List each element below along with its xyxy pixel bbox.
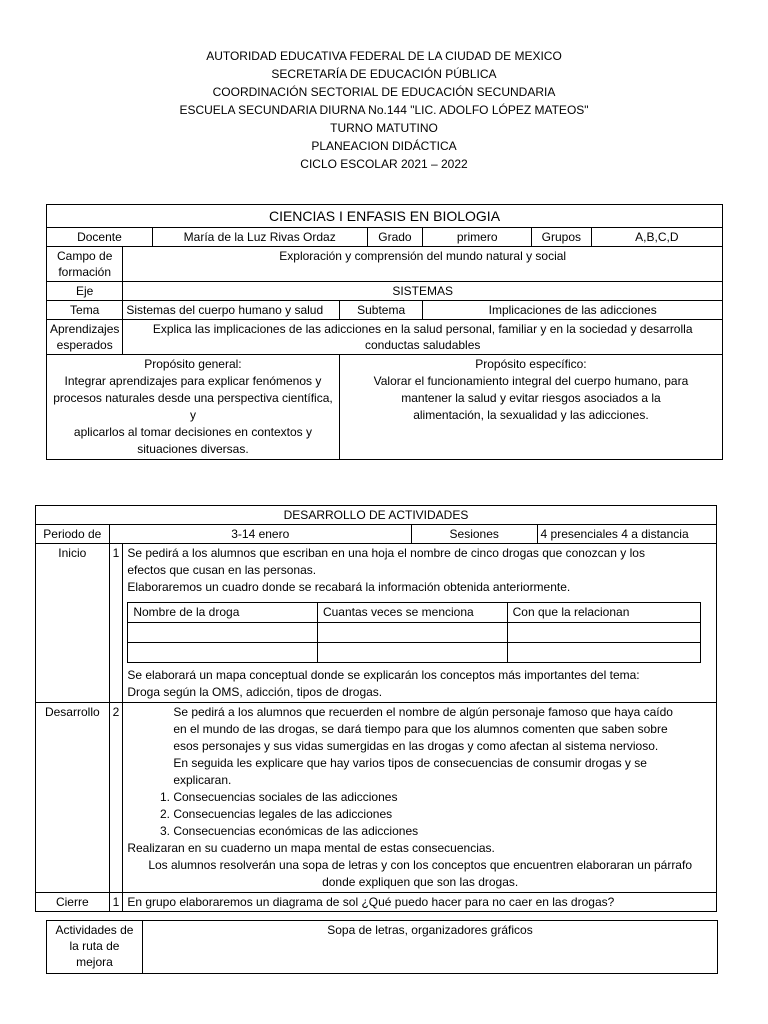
- header-line: CICLO ESCOLAR 2021 – 2022: [300, 157, 468, 171]
- header-line: SECRETARÍA DE EDUCACIÓN PÚBLICA: [271, 67, 497, 81]
- ruta-mejora-label: [47, 921, 143, 974]
- periodo-label: Periodo de: [36, 525, 110, 544]
- subject-info-table: [46, 204, 723, 460]
- activities-table: [35, 505, 717, 912]
- activities-title: DESARROLLO DE ACTIVIDADES: [36, 506, 717, 525]
- consequence-item: 1. Consecuencias sociales de las adicciones: [173, 789, 713, 806]
- consequence-item: 2. Consecuencias legales de las adicciones: [173, 806, 713, 823]
- document-header: [0, 47, 768, 173]
- periodo-value: 3-14 enero: [109, 525, 411, 544]
- empty-cell: [507, 623, 701, 643]
- header-line: PLANEACION DIDÁCTICA: [311, 139, 457, 153]
- proposito-especifico-title: Propósito específico:: [475, 357, 587, 371]
- cierre-sessions: 1: [109, 893, 123, 912]
- consequence-item: 3. Consecuencias económicas de las adicciones: [173, 823, 713, 840]
- inicio-content: [123, 544, 717, 703]
- empty-cell: [128, 623, 318, 643]
- empty-cell: [317, 643, 507, 663]
- proposito-general-line: situaciones diversas.: [137, 442, 249, 456]
- desarrollo-line: Los alumnos resolverán una sopa de letras y con los conceptos que encuentren elaboraran un párrafo: [148, 858, 692, 872]
- proposito-general-line: aplicarlos al tomar decisiones en contextos y: [73, 425, 313, 439]
- header-line: COORDINACIÓN SECTORIAL DE EDUCACIÓN SECUNDARIA: [212, 85, 556, 99]
- cierre-label: Cierre: [36, 893, 110, 912]
- header-line: TURNO MATUTINO: [330, 121, 438, 135]
- ruta-mejora-value: Sopa de letras, organizadores gráficos: [142, 921, 717, 974]
- drug-chart-table: [127, 602, 701, 663]
- docente-value: María de la Luz Rivas Ordaz: [152, 228, 367, 247]
- proposito-general-title: Propósito general:: [144, 357, 242, 371]
- aprendizajes-label-line: Aprendizajes: [50, 322, 120, 336]
- proposito-especifico-line: Valorar el funcionamiento integral del cuerpo humano, para: [373, 374, 689, 388]
- eje-label: Eje: [47, 282, 123, 301]
- tema-label: Tema: [47, 301, 123, 320]
- eje-value: SISTEMAS: [123, 282, 723, 301]
- proposito-especifico-line: mantener la salud y evitar riesgos asociados a la: [401, 391, 661, 405]
- inicio-label: Inicio: [36, 544, 110, 703]
- desarrollo-line: en el mundo de las drogas, se dará tiempo para que los alumnos comenten que saben sobre: [173, 722, 668, 736]
- subject-title: CIENCIAS I ENFASIS EN BIOLOGIA: [47, 205, 723, 228]
- inicio-line: efectos que cusan en las personas.: [127, 563, 317, 577]
- aprendizajes-line: Explica las implicaciones de las adicciones en la salud personal, familiar y en la sociedad y desarrolla: [152, 322, 693, 336]
- campo-value: Exploración y comprensión del mundo natural y social: [123, 247, 723, 282]
- sesiones-label: Sesiones: [411, 525, 537, 544]
- grado-value: primero: [423, 228, 532, 247]
- sesiones-value: 4 presenciales 4 a distancia: [537, 525, 716, 544]
- ruta-mejora-label-line: mejora: [76, 955, 113, 969]
- subtema-label: Subtema: [339, 301, 422, 320]
- aprendizajes-label: [47, 320, 123, 355]
- campo-label: [47, 247, 123, 282]
- header-line: ESCUELA SECUNDARIA DIURNA No.144 "LIC. ADOLFO LÓPEZ MATEOS": [179, 103, 589, 117]
- desarrollo-content: [123, 703, 717, 893]
- desarrollo-sessions: 2: [109, 703, 123, 893]
- desarrollo-line: explicaran.: [173, 773, 232, 787]
- ruta-mejora-label-line: la ruta de: [69, 939, 120, 953]
- proposito-general-line: procesos naturales desde una perspectiva científica, y: [53, 391, 333, 422]
- empty-cell: [507, 643, 701, 663]
- ruta-mejora-label-line: Actividades de: [55, 923, 134, 937]
- proposito-especifico: [339, 355, 722, 460]
- inicio-line: Se pedirá a los alumnos que escriban en una hoja el nombre de cinco drogas que conozcan y los: [127, 546, 645, 560]
- consequences-list: [127, 789, 713, 840]
- empty-cell: [317, 623, 507, 643]
- desarrollo-line: Realizaran en su cuaderno un mapa mental de estas consecuencias.: [127, 841, 495, 855]
- aprendizajes-label-line: esperados: [56, 338, 113, 352]
- desarrollo-line: esos personajes y sus vidas sumergidas en las drogas y como afectan al sistema nervioso.: [173, 739, 659, 753]
- inicio-line: Elaboraremos un cuadro donde se recabará la información obtenida anteriormente.: [127, 580, 571, 594]
- mention-count-header: Cuantas veces se menciona: [317, 603, 507, 623]
- subtema-value: Implicaciones de las adicciones: [423, 301, 723, 320]
- grado-label: Grado: [367, 228, 423, 247]
- campo-label-line: Campo de: [57, 249, 113, 263]
- inicio-sessions: 1: [109, 544, 123, 703]
- desarrollo-line: En seguida les explicare que hay varios tipos de consecuencias de consumir drogas y se: [173, 756, 647, 770]
- drug-name-header: Nombre de la droga: [128, 603, 318, 623]
- inicio-line: Se elaborará un mapa conceptual donde se explicarán los conceptos más importantes del tema:: [127, 668, 640, 682]
- proposito-general-line: Integrar aprendizajes para explicar fenómenos y: [64, 374, 322, 388]
- grupos-label: Grupos: [532, 228, 592, 247]
- grupos-value: A,B,C,D: [591, 228, 722, 247]
- proposito-general: [47, 355, 340, 460]
- aprendizajes-value: [123, 320, 723, 355]
- improvement-route-table: [46, 920, 718, 974]
- cierre-value: En grupo elaboraremos un diagrama de sol ¿Qué puedo hacer para no caer en las drogas?: [123, 893, 717, 912]
- inicio-line: Droga según la OMS, adicción, tipos de drogas.: [127, 685, 383, 699]
- docente-label: Docente: [47, 228, 153, 247]
- empty-cell: [128, 643, 318, 663]
- proposito-especifico-line: alimentación, la sexualidad y las adicciones.: [413, 408, 649, 422]
- desarrollo-line: Se pedirá a los alumnos que recuerden el nombre de algún personaje famoso que haya caído: [173, 705, 673, 719]
- header-line: AUTORIDAD EDUCATIVA FEDERAL DE LA CIUDAD DE MEXICO: [206, 49, 562, 63]
- campo-label-line: formación: [58, 265, 112, 279]
- desarrollo-line: donde expliquen que son las drogas.: [322, 875, 519, 889]
- tema-value: Sistemas del cuerpo humano y salud: [123, 301, 340, 320]
- desarrollo-label: Desarrollo: [36, 703, 110, 893]
- aprendizajes-line: conductas saludables: [364, 338, 481, 352]
- relation-header: Con que la relacionan: [507, 603, 701, 623]
